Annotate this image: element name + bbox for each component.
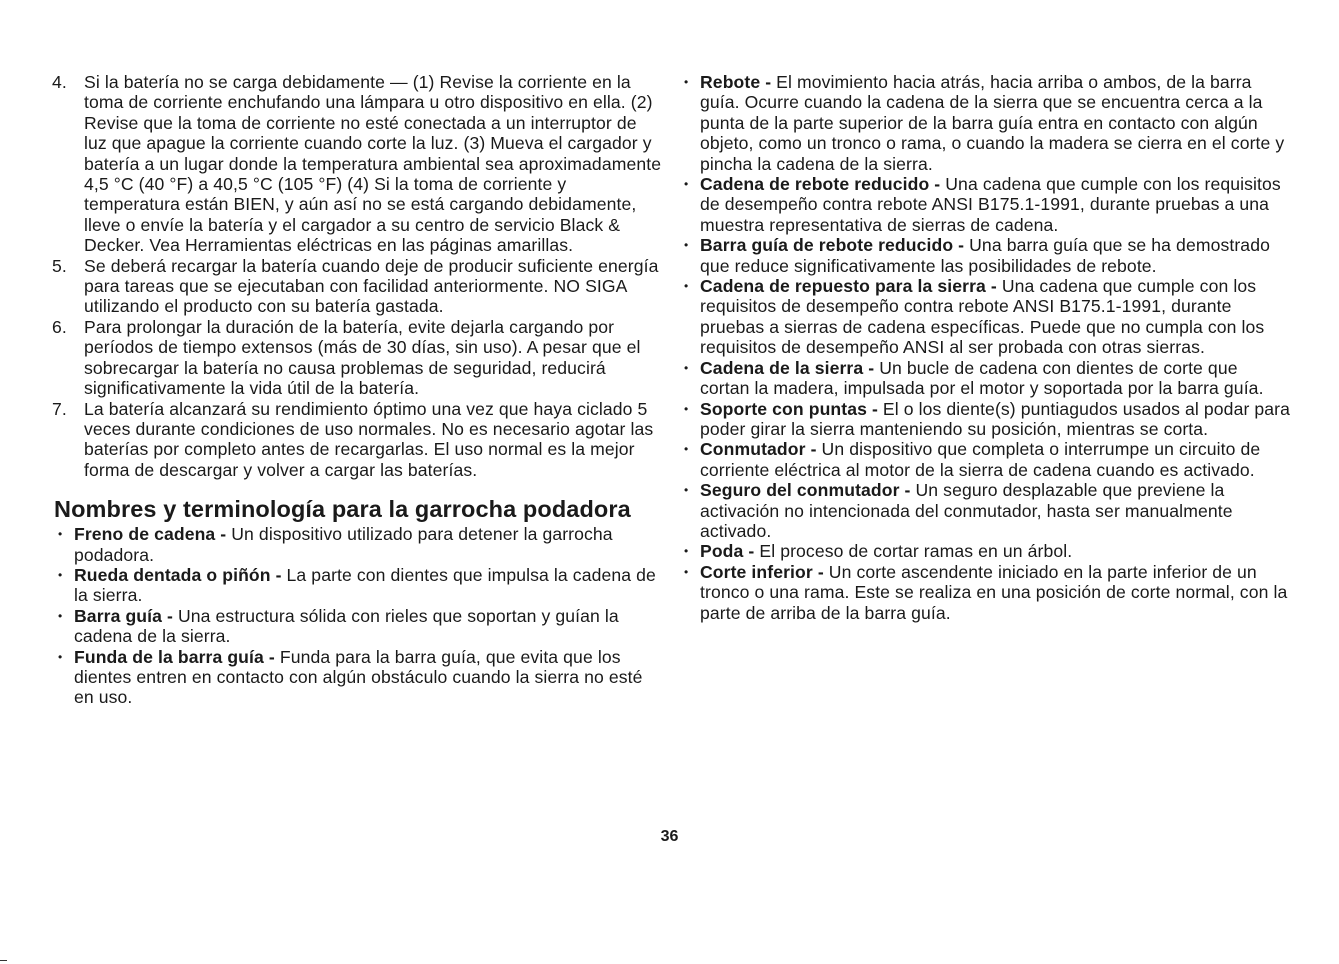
bullet-icon: • [684,401,689,416]
left-column [48,72,663,708]
term-item [54,647,663,708]
bullet-icon: • [684,544,689,559]
term-name: Cadena de rebote reducido - [700,174,941,195]
term-item [680,276,1290,358]
term-definition: El o los diente(s) puntiagudos usados al podar para poder girar la sierra manteniendo su posición, mientras se corta. [700,398,1291,439]
bullet-icon: • [58,527,63,542]
item-number: 6. [52,316,67,337]
term-item [680,235,1290,276]
term-item [54,565,663,606]
battery-instructions-list [48,72,663,480]
term-name: Conmutador - [700,439,817,460]
term-name: Funda de la barra guía - [74,646,275,667]
term-item [680,541,1290,561]
list-item [48,399,663,481]
term-definition: Un dispositivo que completa o interrumpe un circuito de corriente eléctrica al motor de la sierra de cadena cuando es activado. [700,439,1261,480]
term-definition: Un dispositivo utilizado para detener la garrocha podadora. [74,524,613,565]
term-definition: Una estructura sólida con rieles que soportan y guían la cadena de la sierra. [74,605,619,647]
term-definition: El proceso de cortar ramas en un árbol. [754,541,1073,562]
term-definition: Un bucle de cadena con dientes de corte que cortan la madera, impulsada por el motor y soportada por la barra guía. [700,357,1264,399]
list-item [48,317,663,399]
term-item [680,439,1290,480]
bullet-icon: • [684,360,689,375]
right-column [680,72,1290,623]
term-name: Seguro del conmutador - [700,480,911,501]
term-name: Freno de cadena - [74,524,227,545]
item-text: Para prolongar la duración de la batería, evite dejarla cargando por períodos de tiempo extensos (más de 30 días, sin uso). A pesar que el sobrecargar la batería no causa problemas de seguridad, reducirá significativamente la vida útil de la batería. [84,316,641,399]
term-name: Corte inferior - [700,561,824,582]
term-item [680,562,1290,623]
term-definition: Funda para la barra guía, que evita que los dientes entren en contacto con algún obstáculo cuando la sierra no esté en uso. [74,646,643,708]
bullet-icon: • [684,238,689,253]
term-name: Barra guía - [74,605,173,626]
term-name: Barra guía de rebote reducido - [700,235,965,256]
bullet-icon: • [684,564,689,579]
bullet-icon: • [684,279,689,294]
term-definition: El movimiento hacia atrás, hacia arriba o ambos, de la barra guía. Ocurre cuando la cadena de la sierra que se encuentra cerca a la punta de la parte superior de la barra guía entra en contacto con algún objeto, como un tronco o rama, o cuando la madera se cierra en el corte y pincha la cadena de la sierra. [700,72,1285,174]
page-number: 36 [660,828,679,845]
item-text: La batería alcanzará su rendimiento óptimo una vez que haya ciclado 5 veces durante condiciones de uso normales. No es necesario agotar las baterías por completo antes de recargarlas. El uso normal es la mejor forma de descargar y volver a cargar las baterías. [84,398,654,480]
term-name: Poda - [700,541,755,562]
item-text: Se deberá recargar la batería cuando deje de producir suficiente energía para tareas que se ejecutaban con facilidad anteriormente. NO SIGA utilizando el producto con su batería gastada. [84,255,659,317]
term-name: Rebote - [700,72,772,92]
bullet-icon: • [684,442,689,457]
term-item [680,174,1290,235]
bullet-icon: • [684,483,689,498]
bullet-icon: • [58,649,63,664]
section-title: Nombres y terminología para la garrocha podadora [54,496,631,523]
term-item [680,399,1290,440]
scan-corner-mark [0,960,7,964]
term-item [680,480,1290,541]
term-name: Cadena de la sierra - [700,357,875,378]
term-name: Soporte con puntas - [700,398,878,419]
term-item [680,72,1290,174]
terminology-list-right [680,72,1290,623]
bullet-icon: • [684,177,689,192]
list-item [48,72,663,256]
term-definition: Una barra guía que se ha demostrado que reduce significativamente las posibilidades de rebote. [700,235,1270,276]
term-item [54,606,663,647]
item-number: 4. [52,72,67,92]
item-number: 5. [52,255,67,276]
bullet-icon: • [58,608,63,623]
term-name: Rueda dentada o piñón - [74,564,282,585]
term-definition: La parte con dientes que impulsa la cadena de la sierra. [74,564,656,606]
term-definition: Una cadena que cumple con los requisitos de desempeño contra rebote ANSI B175.1-1991, durante pruebas a una muestra representativa de sierras de cadena. [700,174,1281,235]
item-text: Si la batería no se carga debidamente — (1) Revise la corriente en la toma de corriente enchufando una lámpara u otro dispositivo en ella. (2) Revise que la toma de corriente no esté conectada a un interruptor de luz que apague la corriente cuando corte la luz. (3) Mueva el cargador y batería a un lugar donde la temperatura ambiental sea aproximadamente 4,5 °C (40 °F) a 40,5 °C (105 °F) (4) Si la toma de corriente y temperatura están BIEN, y aún así no se está cargando debidamente, lleve o envíe la batería y el cargador a su centro de servicio Black & Decker. Vea Herramientas eléctricas en las páginas amarillas. [84,72,662,256]
bullet-icon: • [58,567,63,582]
term-definition: Un corte ascendente iniciado en la parte inferior de un tronco o una rama. Este se realiza en una posición de corte normal, con la parte de arriba de la barra guía. [700,561,1288,623]
term-name: Cadena de repuesto para la sierra - [700,276,997,297]
bullet-icon: • [684,75,689,89]
term-item [54,524,663,565]
term-definition: Una cadena que cumple con los requisitos de desempeño contra rebote ANSI B175.1-1991, durante pruebas a sierras de cadena específicas. Puede que no cumpla con los requisitos de desempeño ANSI al ser probada con otras sierras. [700,276,1265,358]
list-item [48,256,663,317]
term-definition: Un seguro desplazable que previene la activación no intencionada del conmutador, hasta ser manualmente activado. [700,480,1233,541]
term-item [680,358,1290,399]
terminology-list-left [54,524,663,708]
item-number: 7. [52,398,67,419]
